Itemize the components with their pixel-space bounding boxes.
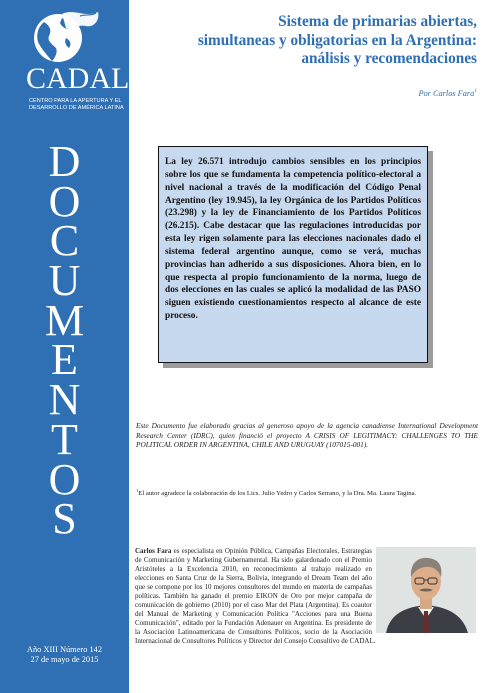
footnote-text: El autor agradece la colaboración de los Lics. Julio Yedro y Carlos Serrano, y la Dra. Ma. Laura Tagina.	[138, 490, 417, 498]
title-line: análisis y recomendaciones	[301, 50, 477, 68]
abstract-box	[158, 146, 428, 363]
issue-number: Año XIII Número 142	[26, 645, 103, 654]
author-bio	[135, 547, 476, 647]
issue-date: 27 de mayo de 2015	[30, 655, 99, 664]
funding-note: Este Documento fue elaborado gracias al generoso apoyo de la agencia canadiense International Development Research Center (IDRC), quien financió el proyecto A CRISIS OF LEGITIMACY: CHALLENGES TO THE POLITICAL ORDER IN ARGENTINA, CHILE AND URUGUAY (107015-001).	[136, 421, 478, 450]
abstract-text: La ley 26.571 introdujo cambios sensibles en los principios sobre los que se fundamenta la competencia político-electoral a nivel nacional a través de la modificación del Código Penal Argentino (ley 19.945), la ley Orgánica de los Partidos Políticos (23.298) y la ley de Financiamiento de los Partidos Políticos (26.215). Cabe destacar que las regulaciones introducidas por esta ley rigen solamente para las elecciones nacionales dado el sistema federal argentino aunque, como se verá, muchas provincias han adherido a sus disposiciones. Ahora bien, en lo que respecta al propio funcionamiento de la norma, luego de dos elecciones en las cuales se aplicó la modalidad de las PASO siguen existiendo cuestionamientos respecto al alcance de este proceso.	[165, 157, 421, 322]
footnote-mark: 1	[136, 488, 139, 493]
title-line: simultaneas y obligatorias en la Argentina:	[197, 31, 477, 49]
globe-flag-icon	[22, 8, 110, 70]
vertical-letter: C	[49, 216, 80, 266]
bio-description: es especialista en Opinión Pública, Campañas Electorales, Estrategias de Comunicación y Marketing Gubernamental. Ha sido galardonado con el Premio Aristóteles a la Excelencia 2010, en reconocimiento al trabajo realizado en elecciones en Santa Cruz de la Sierra, Bolivia, integrando el Dream Team del año que se compone por los 10 mejores consultores del mundo en materia de campañas políticas. También ha ganado el premio EIKON de Oro por mejor campaña de comunicación de gobierno (2010) por el caso Mar del Plata (Argentina). Es coautor del Manual de Marketing y Comunicación Política "Acciones para una Buena Comunicación", editado por la Fundación Adenauer en Argentina. Es presidente de la Asociación Latinoamericana de Consultores Políticos, socio de la Asociación Internacional de Consultores Políticos y Director del Consejo Consultivo de CADAL.	[135, 547, 376, 646]
documentos-vertical-title	[0, 137, 129, 544]
vertical-letter: E	[51, 335, 78, 385]
title-line: Sistema de primarias abiertas,	[278, 13, 477, 30]
author-photo	[376, 547, 476, 633]
vertical-letter: S	[52, 494, 77, 544]
issue-info	[0, 645, 129, 665]
sidebar	[0, 0, 129, 693]
document-title	[147, 13, 477, 69]
cadal-logo	[4, 8, 130, 118]
footnote	[136, 486, 481, 498]
bio-author-name: Carlos Fara	[135, 547, 172, 555]
vertical-letter: O	[48, 454, 81, 504]
vertical-letter: M	[44, 295, 85, 345]
author-footnote-mark: 1	[474, 88, 477, 94]
author-byline	[418, 88, 477, 98]
vertical-letter: O	[48, 176, 81, 226]
vertical-letter: T	[51, 414, 78, 464]
logo-wordmark: CADAL	[26, 62, 130, 95]
logo-tagline: CENTRO PARA LA APERTURA Y EL DESARROLLO DE AMÉRICA LATINA	[29, 98, 124, 111]
vertical-letter: U	[48, 256, 81, 306]
author-name: Por Carlos Fara	[418, 88, 475, 98]
vertical-letter: N	[48, 375, 81, 425]
vertical-letter: D	[48, 137, 81, 186]
